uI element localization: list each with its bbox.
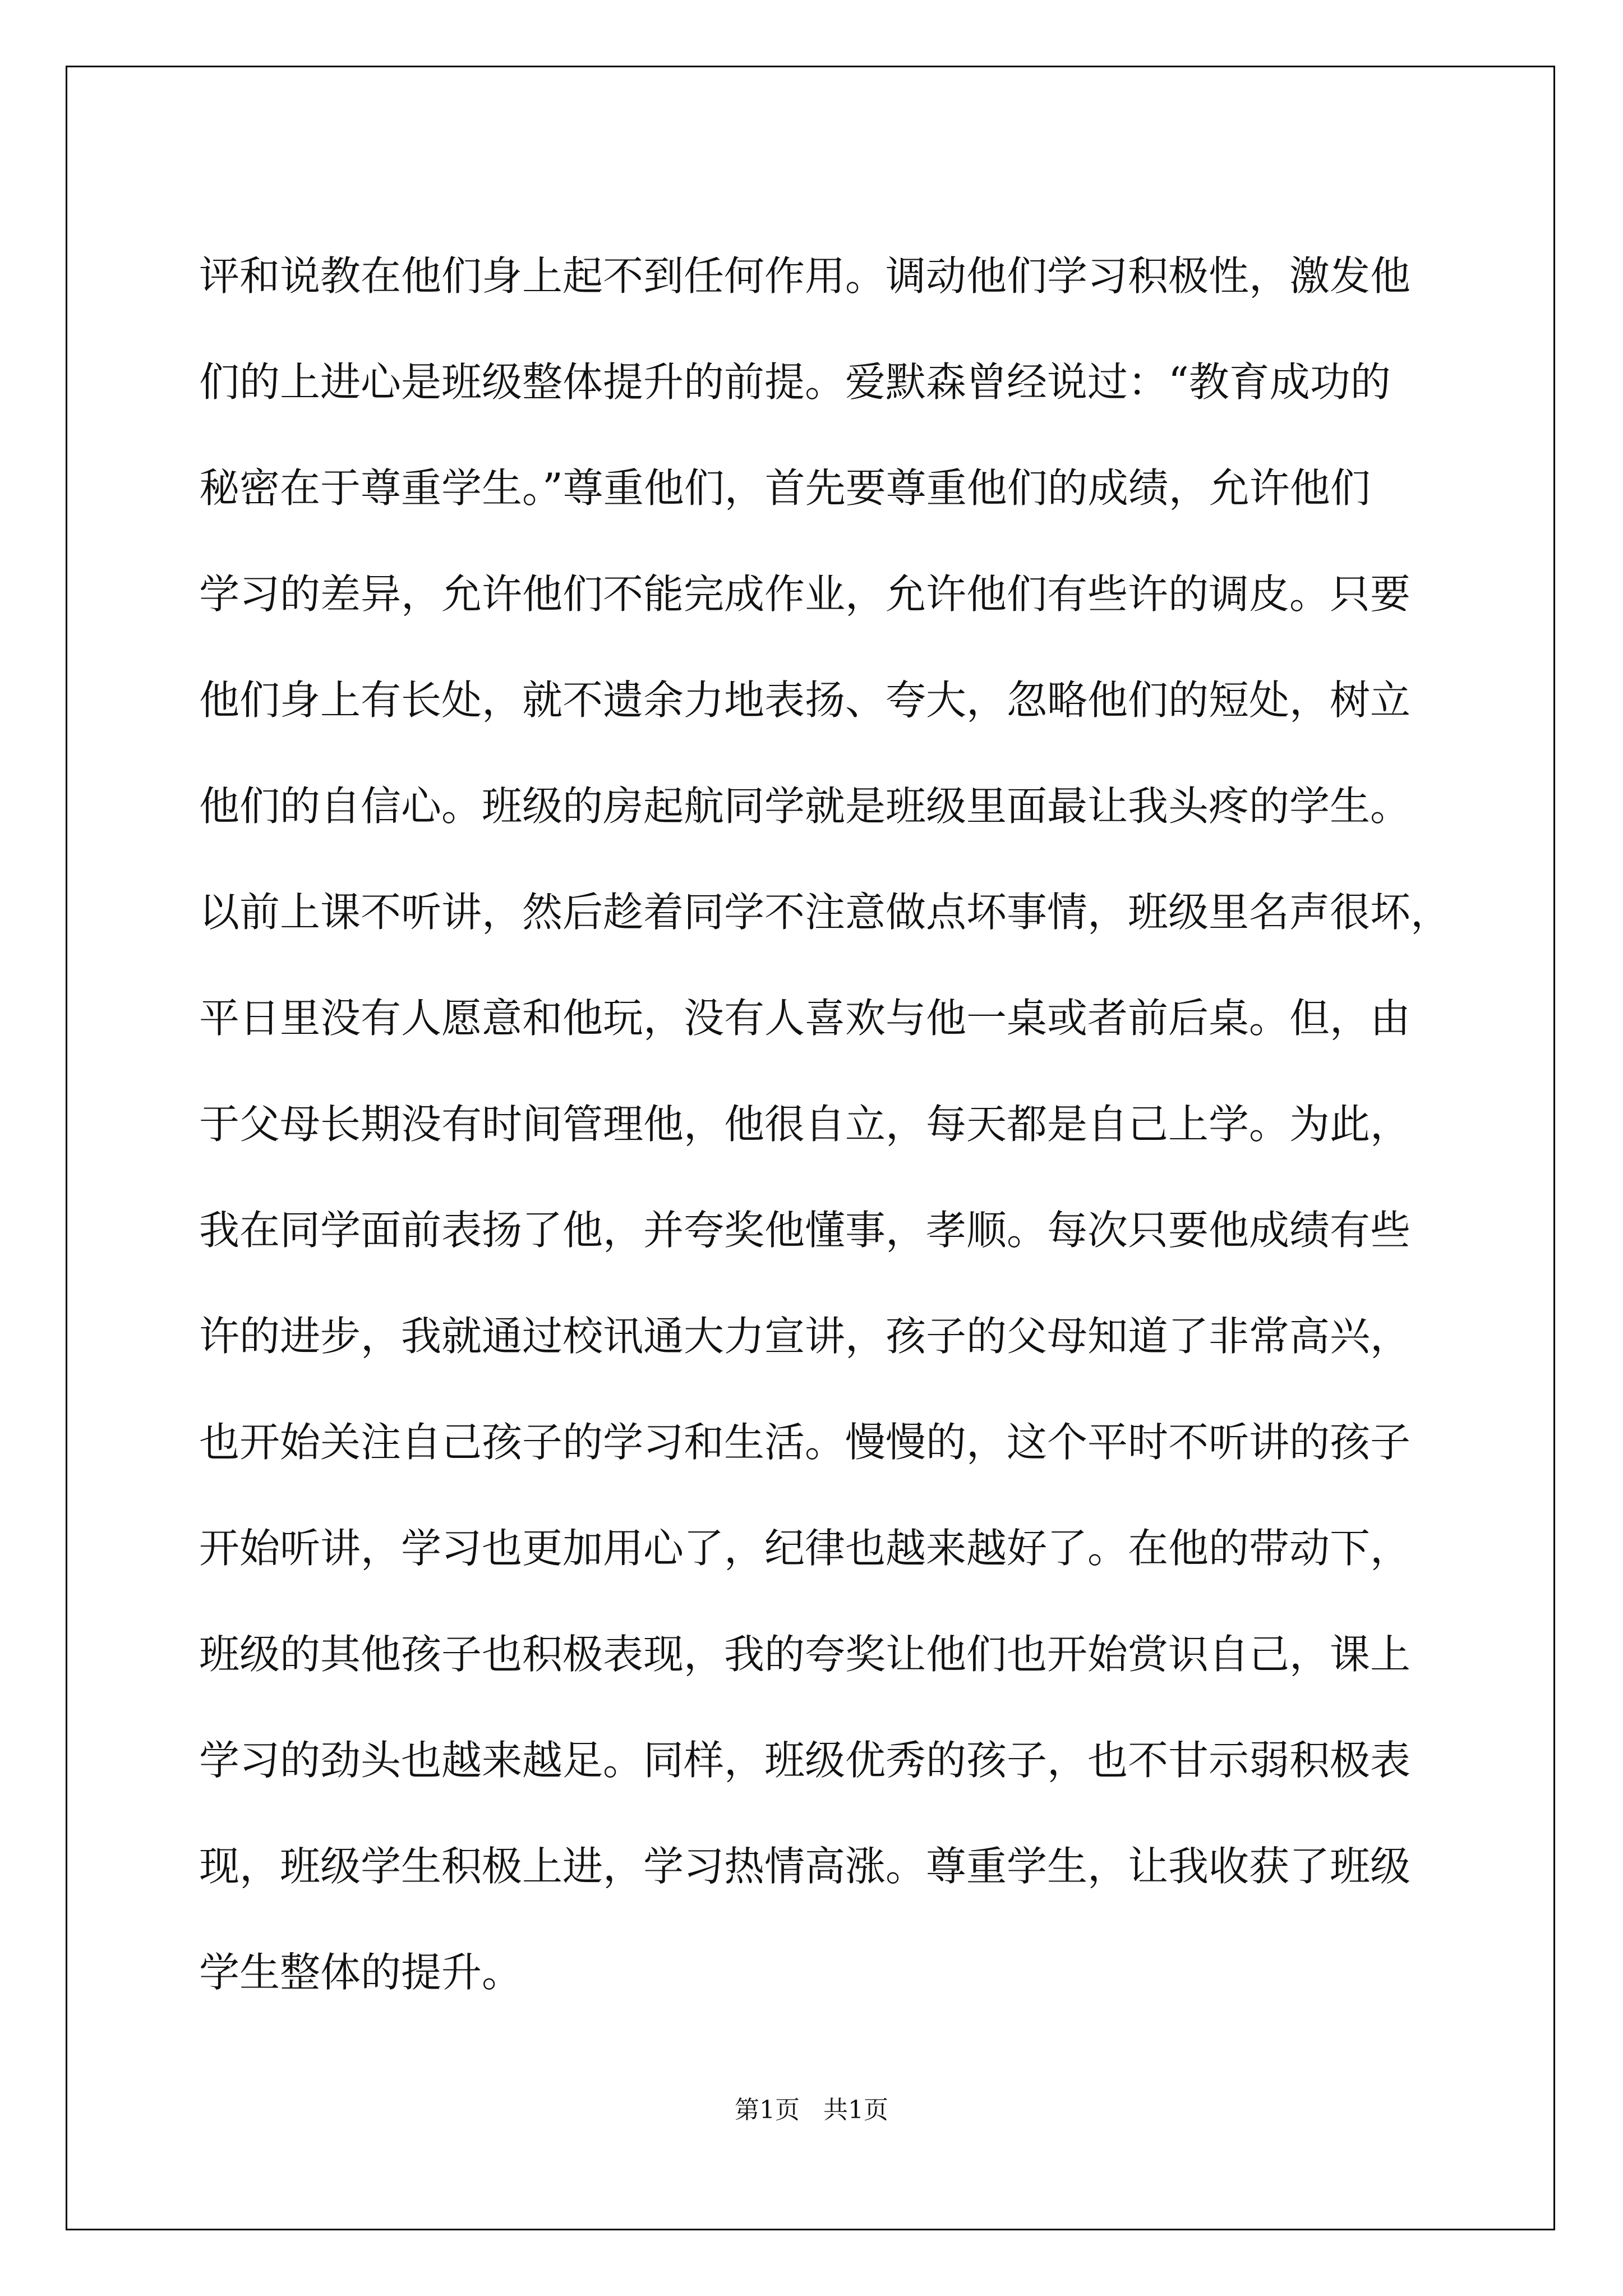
text-line: 评和说教在他们身上起不到任何作用。调动他们学习积极性，激发他 [199,252,1411,300]
text-line: 我在同学面前表扬了他，并夸奖他懂事，孝顺。每次只要他成绩有些 [199,1207,1411,1254]
text-line: 秘密在于尊重学生。”尊重他们，首先要尊重他们的成绩，允许他们 [199,464,1371,512]
text-line: 开始听讲，学习也更加用心了，纪律也越来越好了。在他的带动下， [199,1525,1411,1572]
text-line: 以前上课不听讲，然后趁着同学不注意做点坏事情，班级里名声很坏， [199,889,1451,936]
text-line: 他们身上有长处，就不遗余力地表扬、夸大，忽略他们的短处，树立 [199,677,1411,724]
text-line: 们的上进心是班级整体提升的前提。爱默森曾经说过：“教育成功的 [199,358,1391,406]
text-line: 于父母长期没有时间管理他，他很自立，每天都是自己上学。为此， [199,1101,1411,1148]
text-line: 许的进步，我就通过校讯通大力宣讲，孩子的父母知道了非常高兴， [199,1313,1411,1360]
text-line: 现，班级学生积极上进，学习热情高涨。尊重学生，让我收获了班级 [199,1843,1411,1890]
text-line: 班级的其他孩子也积极表现，我的夸奖让他们也开始赏识自己，课上 [199,1631,1411,1678]
text-line: 他们的自信心。班级的房起航同学就是班级里面最让我头疼的学生。 [199,783,1411,830]
body-text [199,223,1461,2026]
text-line: 学习的差异，允许他们不能完成作业，允许他们有些许的调皮。只要 [199,570,1411,618]
text-line: 学生整体的提升。 [199,1949,523,1996]
page-number-footer: 第1页 共1页 [735,2096,888,2124]
text-line: 也开始关注自己孩子的学习和生活。慢慢的，这个平时不听讲的孩子 [199,1419,1411,1466]
text-line: 平日里没有人愿意和他玩，没有人喜欢与他一桌或者前后桌。但，由 [199,995,1411,1042]
text-line: 学习的劲头也越来越足。同样，班级优秀的孩子，也不甘示弱积极表 [199,1737,1411,1784]
